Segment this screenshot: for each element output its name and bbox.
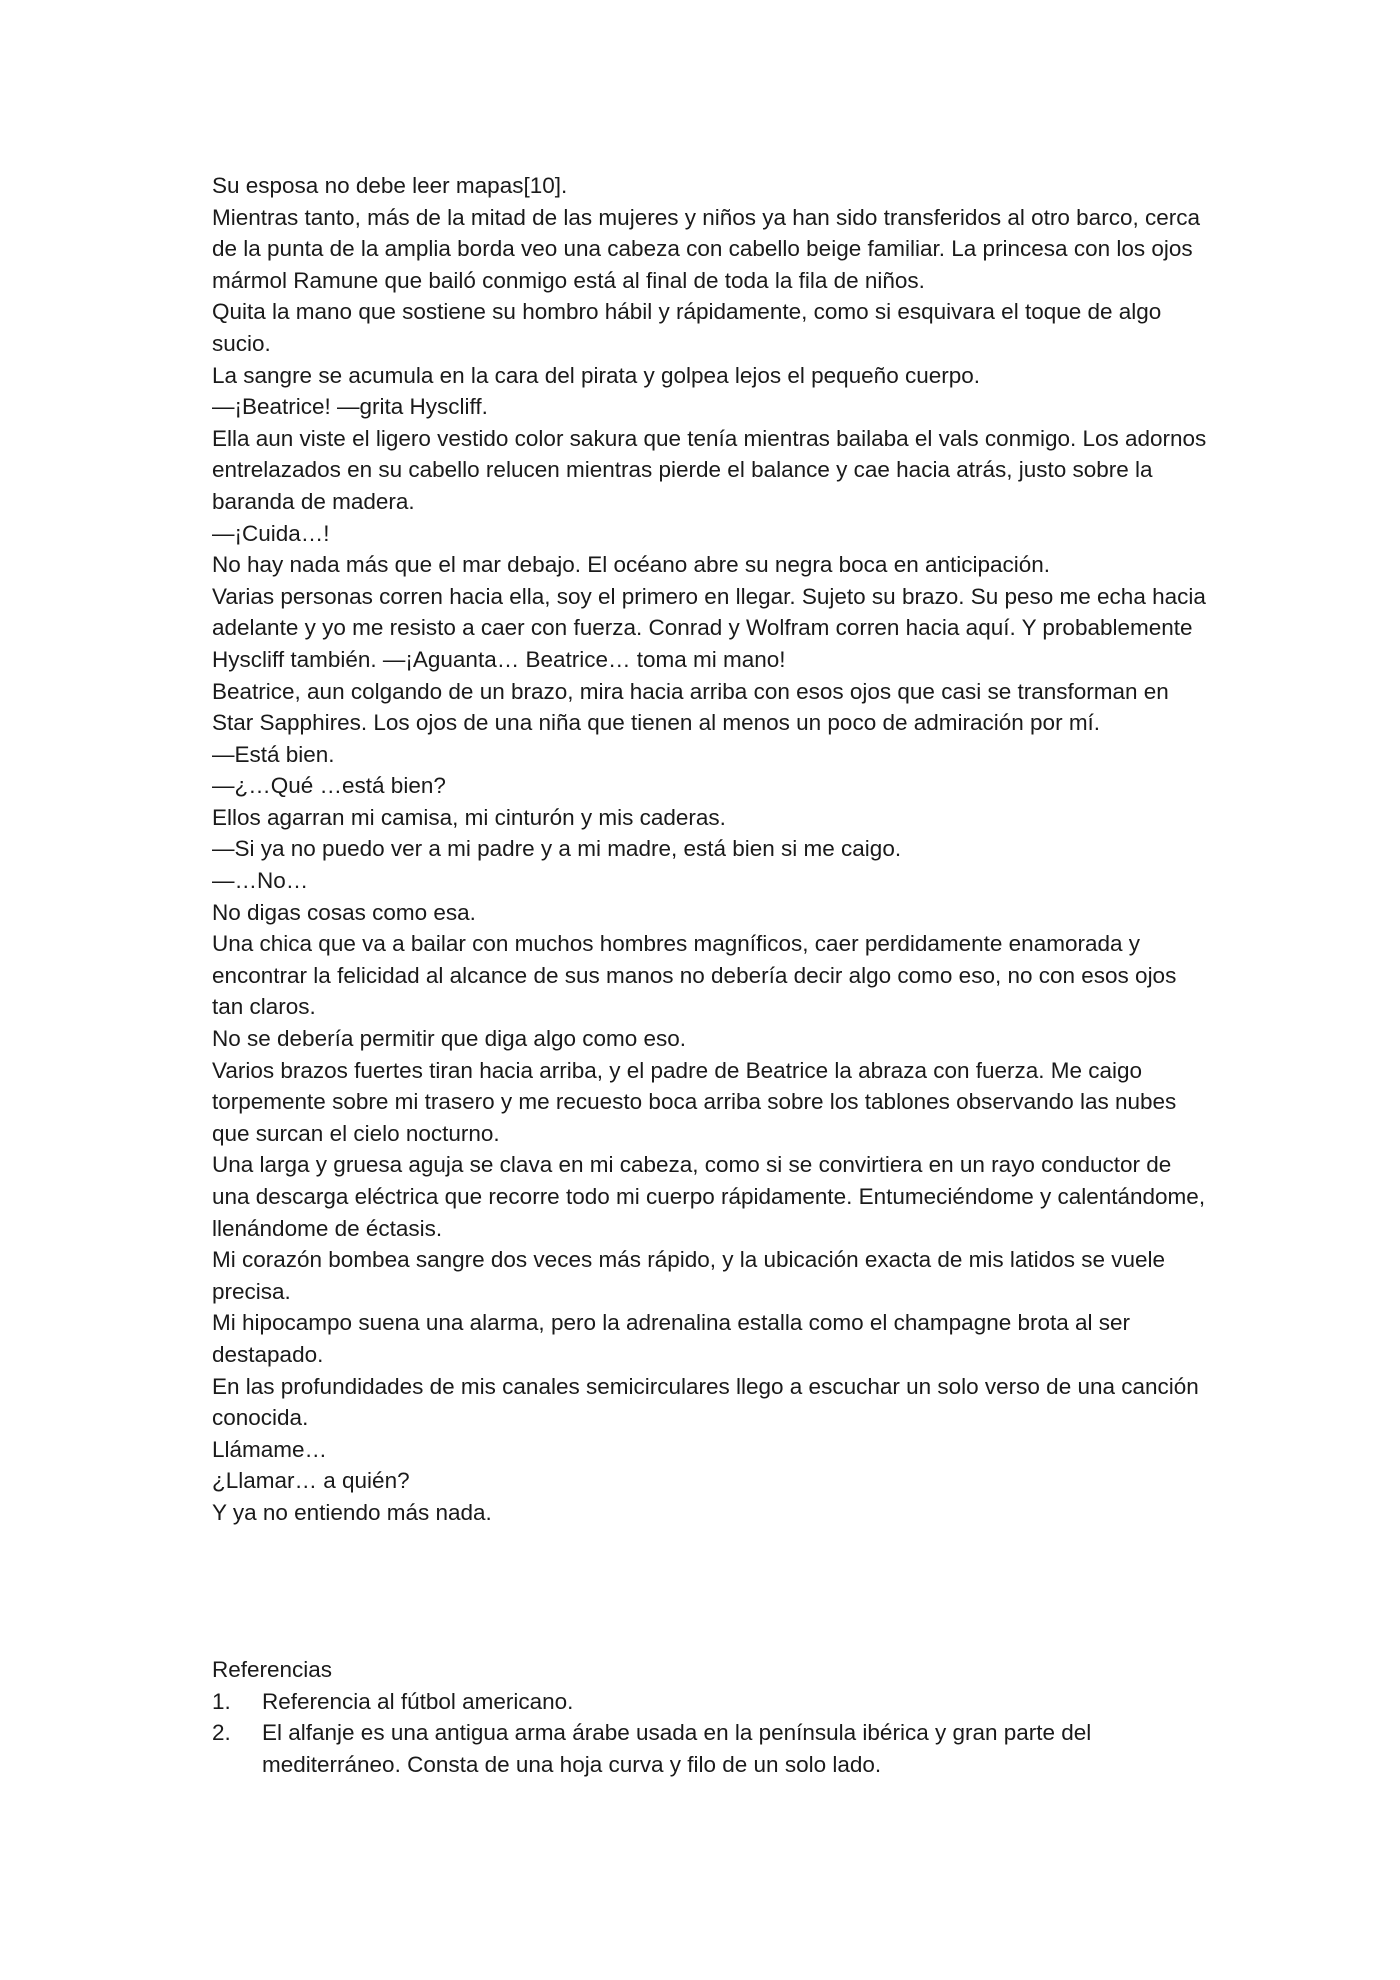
- paragraph: Mientras tanto, más de la mitad de las mujeres y niños ya han sido transferidos al otro barco, cerca de la punta de la amplia borda veo una cabeza con cabello beige familiar. La princesa con los ojos mármol Ramune que bailó conmigo está al final de toda la fila de niños.: [212, 204, 1200, 293]
- paragraph: Y ya no entiendo más nada.: [212, 1499, 492, 1525]
- paragraph: —…No…: [212, 868, 309, 894]
- paragraph: Llámame…: [212, 1436, 328, 1462]
- paragraph: No hay nada más que el mar debajo. El océano abre su negra boca en anticipación.: [212, 552, 1051, 578]
- paragraph: Mi corazón bombea sangre dos veces más rápido, y la ubicación exacta de mis latidos se vuele precisa.: [212, 1247, 1165, 1304]
- reference-item: [212, 1717, 1212, 1780]
- paragraph: La sangre se acumula en la cara del pirata y golpea lejos el pequeño cuerpo.: [212, 362, 981, 388]
- paragraph: Beatrice, aun colgando de un brazo, mira hacia arriba con esos ojos que casi se transforman en Star Sapphires. Los ojos de una niña que tienen al menos un poco de admiración por mí.: [212, 678, 1169, 736]
- paragraph: Una larga y gruesa aguja se clava en mi cabeza, como si se convirtiera en un rayo conductor de una descarga eléctrica que recorre todo mi cuerpo rápidamente. Entumeciéndome y calentándome, llenándome de éctasis.: [212, 1152, 1206, 1241]
- paragraph: Quita la mano que sostiene su hombro hábil y rápidamente, como si esquivara el toque de algo sucio.: [212, 299, 1162, 356]
- references-heading: Referencias: [212, 1657, 333, 1682]
- paragraph: ¿Llamar… a quién?: [212, 1468, 410, 1494]
- paragraph: —¡Beatrice! —grita Hyscliff.: [212, 394, 488, 420]
- references-section: [212, 1654, 1212, 1780]
- paragraph: Varias personas corren hacia ella, soy el primero en llegar. Sujeto su brazo. Su peso me echa hacia adelante y yo me resisto a caer con fuerza. Conrad y Wolfram corren hacia aquí. Y probablemente Hyscliff también. —¡Aguanta… Beatrice… toma mi mano!: [212, 583, 1206, 672]
- body-text: [212, 170, 1212, 1529]
- paragraph: Varios brazos fuertes tiran hacia arriba, y el padre de Beatrice la abraza con fuerza. Me caigo torpemente sobre mi trasero y me recuesto boca arriba sobre los tablones observando las nubes que surcan el cielo nocturno.: [212, 1057, 1177, 1146]
- paragraph: En las profundidades de mis canales semicirculares llego a escuchar un solo verso de una canción conocida.: [212, 1373, 1199, 1431]
- paragraph: Una chica que va a bailar con muchos hombres magníficos, caer perdidamente enamorada y encontrar la felicidad al alcance de sus manos no debería decir algo como eso, no con esos ojos tan claros.: [212, 931, 1177, 1020]
- paragraph: Su esposa no debe leer mapas[10].: [212, 173, 568, 198]
- reference-number: 2.: [212, 1720, 231, 1746]
- paragraph: —Está bien.: [212, 741, 335, 767]
- paragraph: No digas cosas como esa.: [212, 899, 476, 925]
- paragraph: Mi hipocampo suena una alarma, pero la adrenalina estalla como el champagne brota al ser destapado.: [212, 1310, 1131, 1367]
- paragraph: —Si ya no puedo ver a mi padre y a mi madre, está bien si me caigo.: [212, 836, 902, 862]
- reference-text: Referencia al fútbol americano.: [262, 1688, 574, 1714]
- reference-number: 1.: [212, 1688, 231, 1714]
- reference-item: [212, 1686, 1212, 1718]
- paragraph: Ellos agarran mi camisa, mi cinturón y mis caderas.: [212, 804, 726, 830]
- paragraph: No se debería permitir que diga algo como eso.: [212, 1026, 687, 1052]
- paragraph: —¿…Qué …está bien?: [212, 773, 446, 799]
- paragraph: —¡Cuida…!: [212, 520, 330, 546]
- reference-text: El alfanje es una antigua arma árabe usada en la península ibérica y gran parte del mediterráneo. Consta de una hoja curva y filo de un solo lado.: [262, 1720, 1092, 1777]
- references-list: [212, 1686, 1212, 1781]
- paragraph: Ella aun viste el ligero vestido color sakura que tenía mientras bailaba el vals conmigo. Los adornos entrelazados en su cabello relucen mientras pierde el balance y cae hacia atrás, justo sobre la baranda de madera.: [212, 425, 1207, 514]
